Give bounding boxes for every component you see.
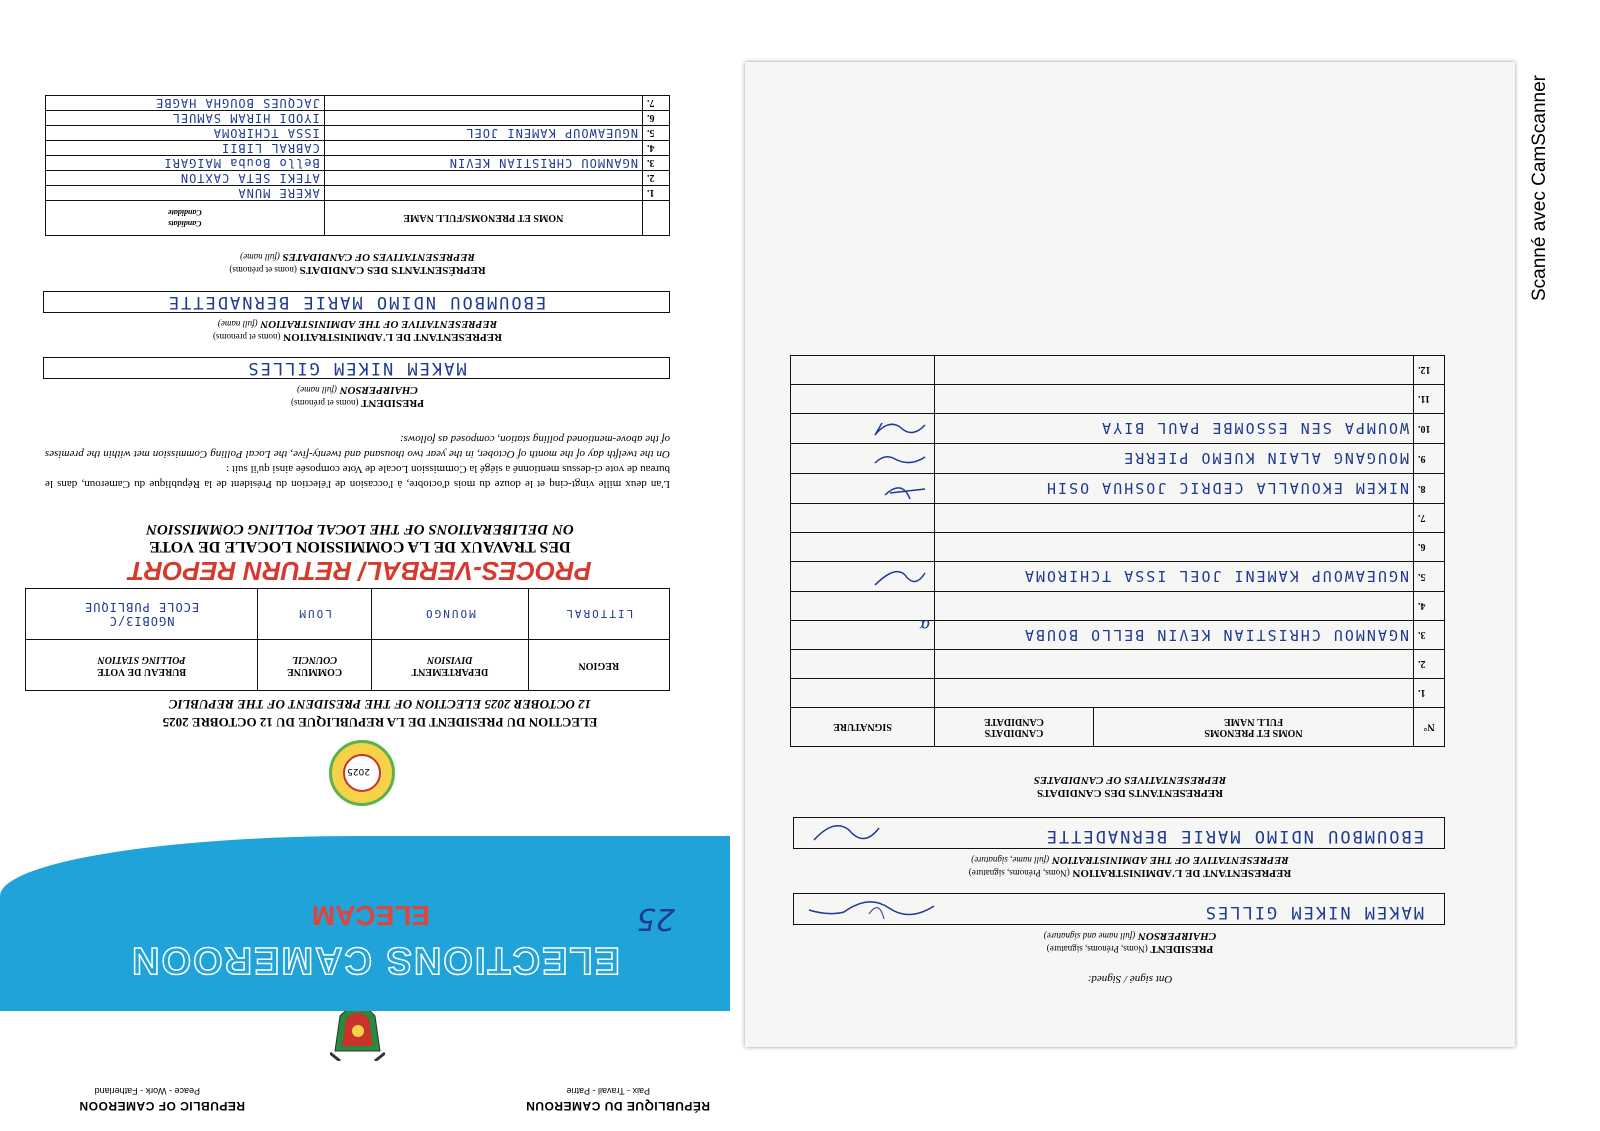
region-value: LITTORAL: [528, 589, 669, 640]
commune-value: LOUM: [258, 589, 372, 640]
president-signature: [799, 894, 939, 924]
watermark-text: Scanné avec CamScanner: [1529, 74, 1550, 301]
table-row: 9. MOUGANG ALAIN KUEMO PIERRE: [791, 444, 1445, 474]
preamble: [45, 431, 670, 491]
table-row: 3. NGANMOU CHRISTIAN KEVIN BELLO BOUBA ɑ: [791, 621, 1445, 650]
administration-label: REPRESENTANT DE L'ADMINISTRATION (noms et prenoms) REPRESENTATIVE OF THE ADMINISTRATION (full name): [212, 318, 503, 343]
table-row: 5. NGUEAWOUP KAMENI JOEL ISSA TCHIROMA: [46, 126, 670, 141]
candidates-signature-table: [790, 355, 1445, 747]
administration-signature: [804, 818, 884, 848]
table-row: 11.: [791, 385, 1445, 414]
right-page: [745, 62, 1515, 1047]
polling-station-header: BUREAU DE VOTE POLLING STATION: [26, 640, 258, 691]
table-row: 5. NGUEAWOUP KAMENI JOEL ISSA TCHIROMA: [791, 562, 1445, 592]
svg-text:2025: 2025: [347, 766, 370, 776]
table-header-number: [643, 201, 670, 236]
table-row: 3. NGANMOU CHRISTIAN KEVIN Bello Bouba MAIGARI: [46, 156, 670, 171]
president-name-box: [43, 357, 670, 379]
election-title-en: 12 OCTOBER 2025 ELECTION OF THE PRESIDENT OF THE REPUBLIC: [168, 697, 592, 712]
signature-mark: ɑ: [919, 616, 930, 635]
banner-title: ELECTIONS CAMEROON: [130, 939, 620, 981]
election-title: [80, 695, 680, 731]
signature-mark: [870, 417, 930, 443]
table-row: 2. ATEKI SETA CAXTON: [46, 171, 670, 186]
motto-fr: Paix - Travail - Patrie: [566, 1086, 650, 1096]
location-table: [25, 588, 670, 691]
preamble-en: On the twelfth day of the month of October, in the year two thousand and twenty-five, the Local Polling Commission met within the premises of the above-mentioned polling station, composed as follows:: [45, 433, 670, 460]
table-header-candidate: CANDIDATS CANDIDATE: [935, 708, 1094, 747]
signature-mark: [870, 565, 930, 591]
table-header-candidate: Candidats Candidate: [46, 201, 325, 236]
motto-en: Peace - Work - Fatherland: [94, 1086, 200, 1096]
polling-station-value: NGOBI3/C ECOLE PUBLIQUE: [26, 589, 258, 640]
administration-name-box: [793, 817, 1445, 849]
table-header-name: NOMS ET PRENOMS/FULL NAME: [324, 201, 642, 236]
administration-name-box: [43, 291, 670, 313]
signature-mark: [870, 477, 930, 503]
table-row: 10. WOUMPA SEN ESSOMBE PAUL BIYA: [791, 414, 1445, 444]
right-page-rotated: [745, 62, 1515, 1047]
table-row: 1.: [791, 679, 1445, 708]
administration-name: EBOUMBOU NDIMO MARIE BERNADETTE: [1044, 826, 1424, 846]
handwritten-number: 25: [636, 901, 675, 936]
table-row: 4.: [791, 592, 1445, 621]
table-header-number: N°: [1414, 708, 1445, 747]
president-label: PRESIDENT (noms et prénoms) CHAIRPERSON (full name): [291, 384, 425, 409]
president-name: MAKEM NIKEM GILLES: [246, 358, 467, 378]
republic-fr: RÉPUBLIQUE DU CAMEROUN: [525, 1099, 710, 1113]
signature-mark: [870, 447, 930, 473]
election-seal-icon: [329, 740, 395, 806]
left-page: [0, 0, 730, 1131]
banner-subtitle: ELECAM: [311, 900, 430, 931]
department-header: DEPARTEMENT DIVISION: [372, 640, 529, 691]
commune-header: COMMUNE COUNCIL: [258, 640, 372, 691]
table-row: 2.: [791, 650, 1445, 679]
president-label: PRESIDENT (Noms, Prénoms, signature) CHAIRPERSON (full name and signature): [1043, 930, 1217, 955]
election-title-fr: ELECTION DU PRESIDENT DE LA REPUBLIQUE DU 12 OCTOBRE 2025: [162, 715, 598, 730]
department-value: MOUNGO: [372, 589, 529, 640]
table-row: 4. CABRAL LIBII: [46, 141, 670, 156]
table-row: 7. JACQUES BOUGHA HAGBE: [46, 96, 670, 111]
table-row: 6.: [791, 533, 1445, 562]
table-row: 6. IYODI HIRAM SAMUEL: [46, 111, 670, 126]
pv-subtitle-fr: DES TRAVAUX DE LA COMMISSION LOCALE DE VOTE: [149, 538, 571, 555]
candidates-table: [45, 95, 670, 236]
table-row: 8. NIKEM EKOUALLA CEDRIC JOSHUA OSIH: [791, 474, 1445, 504]
republic-en: REPUBLIC OF CAMEROON: [79, 1099, 245, 1113]
pv-subtitle-en: ON DELIBERATIONS OF THE LOCAL POLLING COMMISSION: [146, 521, 574, 537]
president-name: MAKEM NIKEM GILLES: [1203, 902, 1424, 922]
table-row: 7.: [791, 504, 1445, 533]
pv-main-title: PROCES-VERBAL/ RETURN REPORT: [128, 556, 592, 586]
candidates-label: REPRESENTANTS DES CANDIDATS REPRESENTATIVES OF CANDIDATES: [1033, 774, 1227, 799]
table-row: 1. AKERE MUNA: [46, 186, 670, 201]
scanner-watermark: [1520, 30, 1560, 320]
region-header: REGION: [528, 640, 669, 691]
left-page-rotated: [0, 0, 730, 1131]
president-name-box: [793, 893, 1445, 925]
candidates-label: REPRÉSENTANTS DES CANDIDATS (noms et prénoms) REPRESENTATIVES OF CANDIDATES (full name): [229, 251, 486, 276]
table-row: 12.: [791, 356, 1445, 385]
preamble-fr: L'an deux mille vingt-cinq et le douze du mois d'octobre, à l'occasion de l'élection du Président de la République du Cameroun, dans le bureau de vote ci-dessus mentionné a siégé la Commission Locale de Vote composée ainsi qu'il suit :: [45, 463, 670, 490]
administration-label: REPRESENTANT DE L'ADMINISTRATION (Noms, Prénoms, signature) REPRESENTATIVE OF THE ADMINISTRATION (full name, signature): [968, 854, 1292, 879]
administration-name: EBOUMBOU NDIMO MARIE BERNADETTE: [166, 292, 547, 312]
table-header-signature: SIGNATURE: [791, 708, 935, 747]
signed-label: Ont signé / Signed:: [1087, 973, 1173, 985]
table-header-name: NOMS ET PRENOMS FULL NAME: [1094, 708, 1414, 747]
return-report-title: [50, 520, 670, 586]
